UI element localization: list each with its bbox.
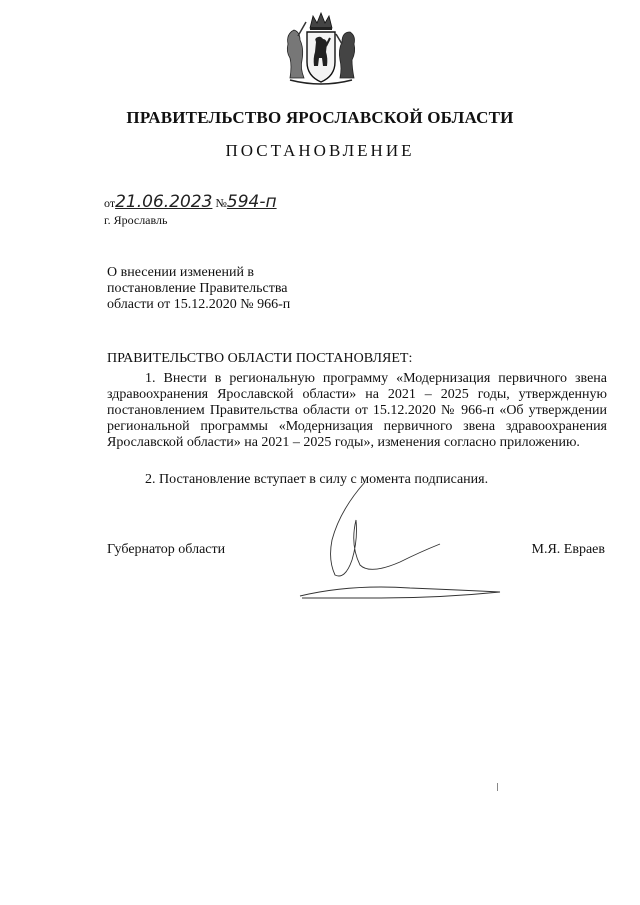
subject-block [107,265,347,313]
clause-2: 2. Постановление вступает в силу с момента подписания. [145,472,489,487]
document-type: ПОСТАНОВЛЕНИЕ [225,141,415,160]
scan-mark [496,783,499,791]
yaroslavl-coat-of-arms-icon [280,8,362,90]
signatory-name: М.Я. Евраев [531,542,605,557]
subject-line: О внесении изменений в [107,265,255,280]
date-prefix: от [104,196,116,210]
handwritten-number: 594-п [226,192,277,212]
handwritten-signature [290,480,510,605]
date-number-line [104,192,277,212]
subject-line: постановление Правительства [107,281,288,296]
number-prefix: № [215,196,227,210]
clause-1: 1. Внести в региональную программу «Модернизация первичного звена здравоохранения Ярославской области» на 2021 – 2025 годы, утвержденную постановлением Правительства области от 15.12.2020 № 966-п «Об утверждении региональной программы «Модернизация первичного звена здравоохранения Ярославской области» на 2021 – 2025 годы», изменения согласно приложению. [107,371,607,450]
preamble: ПРАВИТЕЛЬСТВО ОБЛАСТИ ПОСТАНОВЛЯЕТ: [107,351,413,366]
subject-line: области от 15.12.2020 № 966-п [107,297,291,312]
organization-title: ПРАВИТЕЛЬСТВО ЯРОСЛАВСКОЙ ОБЛАСТИ [126,108,514,127]
city-label: г. Ярославль [104,213,168,227]
signatory-title: Губернатор области [107,542,226,557]
handwritten-date: 21.06.2023 [115,192,213,212]
